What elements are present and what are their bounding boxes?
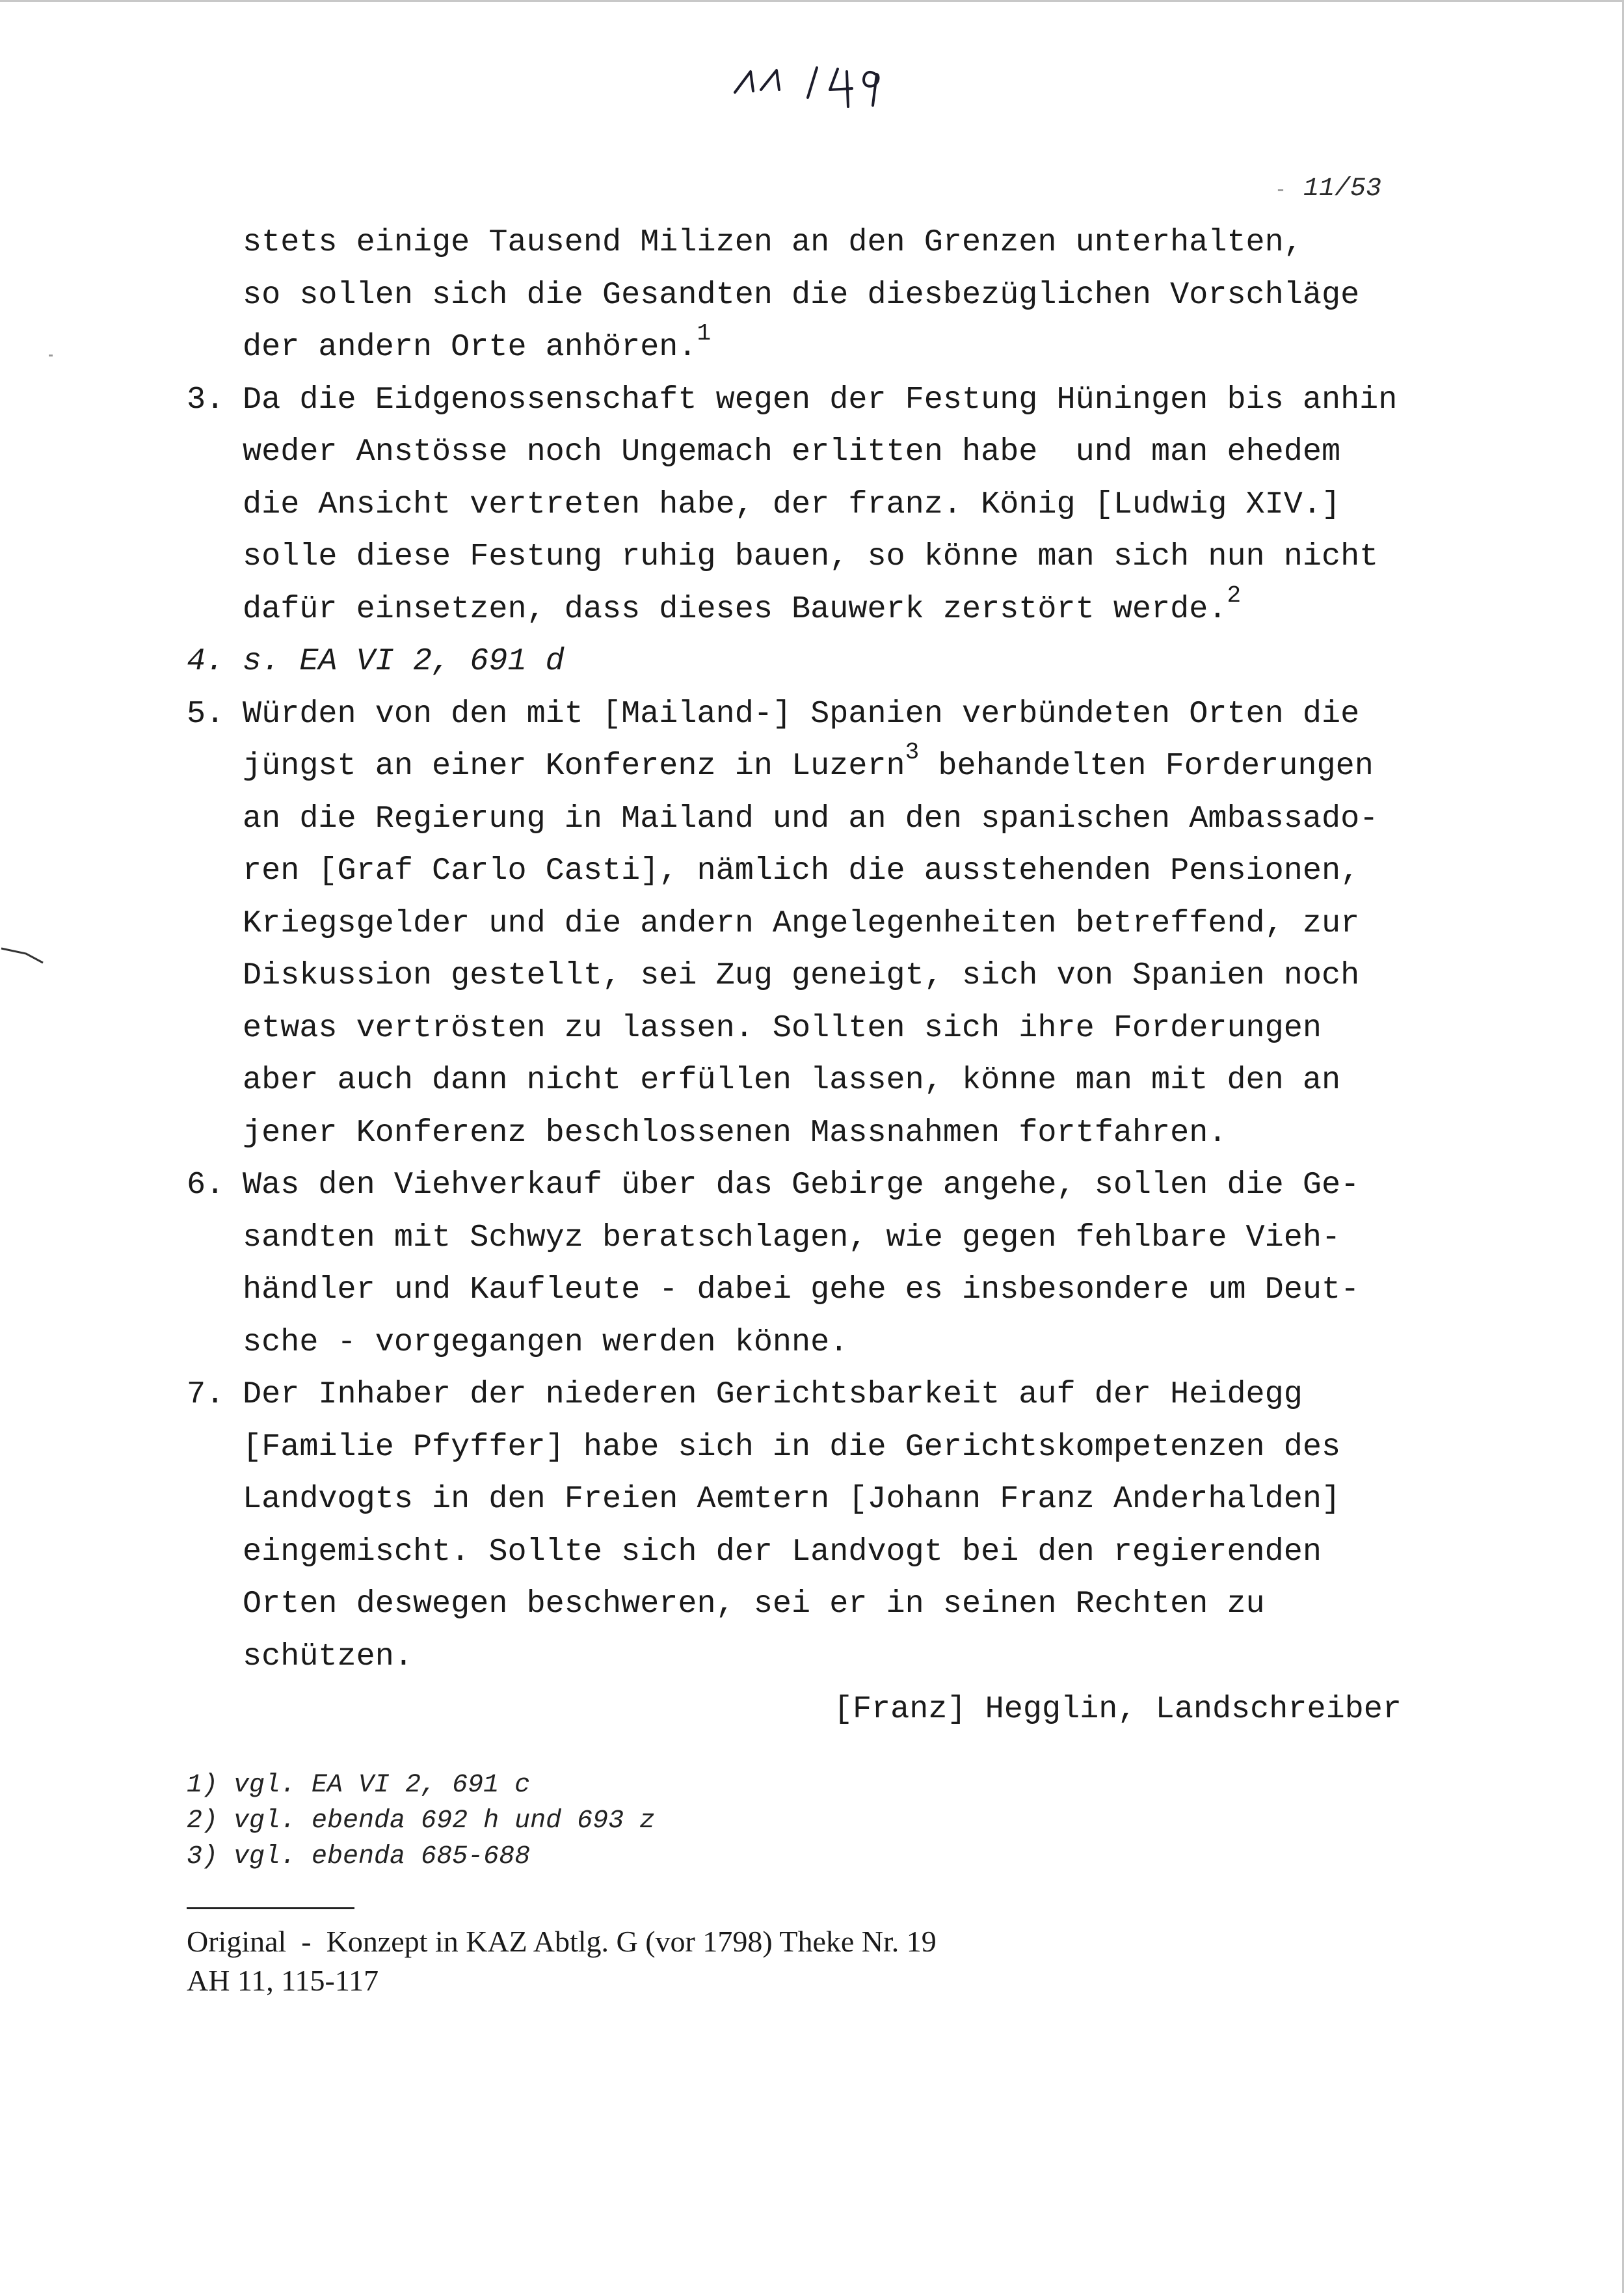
item-5-text: jüngst an einer Konferenz in Luzern bbox=[243, 748, 905, 784]
item-7-text: Der Inhaber der niederen Gerichtsbarkeit auf der Heidegg bbox=[243, 1376, 1303, 1412]
item-5-line: jener Konferenz beschlossenen Massnahmen fortfahren. bbox=[243, 1114, 1227, 1151]
footnotes bbox=[187, 1767, 655, 1875]
item-6-number: 6. bbox=[187, 1167, 225, 1203]
footnote-ref-3: 3 bbox=[905, 739, 920, 766]
page-reference-number: 11/53 bbox=[1303, 174, 1382, 204]
item-3-line bbox=[187, 583, 1455, 636]
item-7-line: eingemischt. Sollte sich der Landvogt bei den regierenden bbox=[243, 1533, 1322, 1570]
item-7-line: Orten deswegen beschweren, sei er in seinen Rechten zu bbox=[243, 1586, 1265, 1622]
item-4-text: s. EA VI 2, 691 d bbox=[243, 643, 565, 679]
footnote-3: 3) vgl. ebenda 685-688 bbox=[187, 1842, 531, 1871]
document-body bbox=[187, 217, 1455, 1683]
item-6-line: sandten mit Schwyz beratschlagen, wie gegen fehlbare Vieh- bbox=[243, 1219, 1341, 1255]
item-3-text: dafür einsetzen, dass dieses Bauwerk zerstört werde. bbox=[243, 591, 1227, 627]
item-6-line: sche - vorgegangen werden könne. bbox=[243, 1324, 849, 1360]
footnote-1: 1) vgl. EA VI 2, 691 c bbox=[187, 1771, 531, 1800]
source-divider bbox=[187, 1907, 354, 1909]
item-7-line bbox=[187, 1369, 1455, 1421]
item-6-text: Was den Viehverkauf über das Gebirge angehe, sollen die Ge- bbox=[243, 1167, 1360, 1203]
item-5-line: ren [Graf Carlo Casti], nämlich die ausstehenden Pensionen, bbox=[243, 853, 1360, 889]
item-5-text: Würden von den mit [Mailand-] Spanien verbündeten Orten die bbox=[243, 695, 1360, 732]
item-5-line bbox=[187, 740, 1455, 793]
item-3-line bbox=[187, 374, 1455, 427]
margin-dot bbox=[49, 355, 53, 356]
source-line-ah: AH 11, 115-117 bbox=[187, 1964, 379, 1997]
item-5-line: etwas vertrösten zu lassen. Sollten sich ihre Forderungen bbox=[243, 1010, 1322, 1046]
page-reference bbox=[1275, 174, 1381, 204]
item-6-line bbox=[187, 1159, 1455, 1212]
item-5-number: 5. bbox=[187, 695, 225, 732]
footnote-2: 2) vgl. ebenda 692 h und 693 z bbox=[187, 1806, 656, 1836]
footnote-ref-1: 1 bbox=[697, 320, 712, 347]
item-7-line: Landvogts in den Freien Aemtern [Johann Franz Anderhalden] bbox=[243, 1481, 1341, 1517]
signature-line: [Franz] Hegglin, Landschreiber bbox=[833, 1691, 1402, 1727]
item-5-line: Kriegsgelder und die andern Angelegenheiten betreffend, zur bbox=[243, 905, 1360, 941]
intro-line-text: der andern Orte anhören. bbox=[243, 329, 697, 365]
reference-tick-mark: - bbox=[1275, 180, 1287, 202]
handwritten-archive-number bbox=[728, 52, 898, 111]
item-5-line: aber auch dann nicht erfüllen lassen, könne man mit den an bbox=[243, 1062, 1341, 1098]
item-3-line: die Ansicht vertreten habe, der franz. König [Ludwig XIV.] bbox=[243, 486, 1341, 522]
intro-line: stets einige Tausend Milizen an den Grenzen unterhalten, bbox=[243, 224, 1303, 260]
item-5-line: Diskussion gestellt, sei Zug geneigt, sich von Spanien noch bbox=[243, 958, 1360, 993]
footnote-ref-2: 2 bbox=[1227, 582, 1242, 609]
source-note bbox=[187, 1922, 937, 2000]
item-5-text: behandelten Forderungen bbox=[919, 748, 1374, 784]
item-3-number: 3. bbox=[187, 381, 225, 418]
item-7-line: [Familie Pfyffer] habe sich in die Gerichtskompetenzen des bbox=[243, 1428, 1341, 1465]
item-7-line: schützen. bbox=[243, 1638, 413, 1674]
item-6-line: händler und Kaufleute - dabei gehe es insbesondere um Deut- bbox=[243, 1272, 1360, 1307]
intro-line bbox=[187, 321, 1455, 374]
item-7-number: 7. bbox=[187, 1376, 225, 1412]
item-5-line bbox=[187, 688, 1455, 741]
item-3-text: Da die Eidgenossenschaft wegen der Festung Hüningen bis anhin bbox=[243, 381, 1398, 418]
item-5-line: an die Regierung in Mailand und an den spanischen Ambassado- bbox=[243, 800, 1379, 837]
item-3-line: weder Anstösse noch Ungemach erlitten habe und man ehedem bbox=[243, 434, 1341, 470]
source-line-original: Original - Konzept in KAZ Abtlg. G (vor 1798) Theke Nr. 19 bbox=[187, 1925, 937, 1958]
item-3-line: solle diese Festung ruhig bauen, so könne man sich nun nicht bbox=[243, 539, 1379, 574]
intro-line: so sollen sich die Gesandten die diesbezüglichen Vorschläge bbox=[243, 276, 1360, 313]
item-4-line bbox=[187, 636, 1455, 688]
margin-mark bbox=[0, 943, 46, 969]
item-4-number: 4. bbox=[187, 643, 225, 679]
